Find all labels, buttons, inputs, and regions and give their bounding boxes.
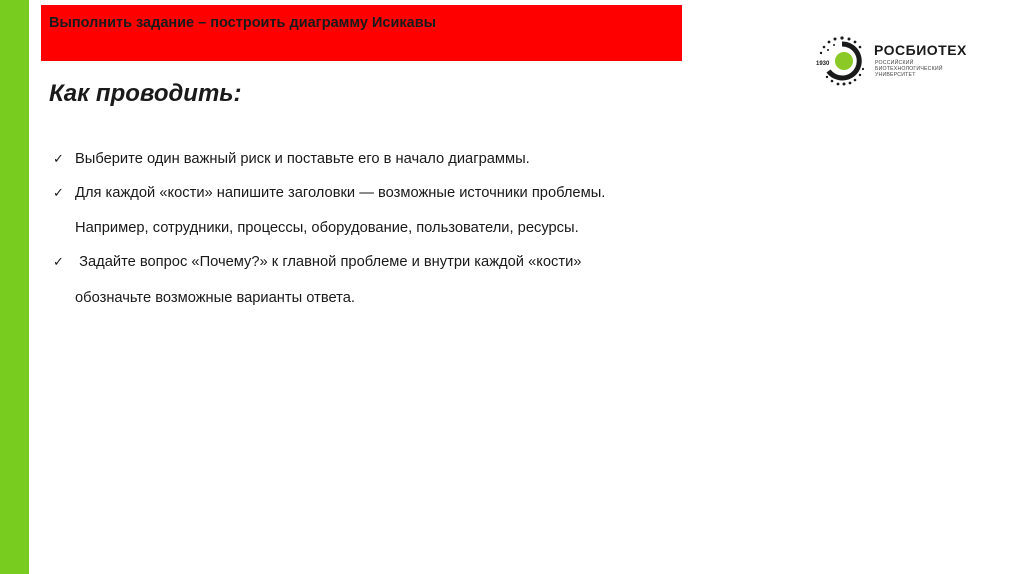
logo-subtitle-line: БИОТЕХНОЛОГИЧЕСКИЙ (875, 66, 943, 72)
checkmark-icon: ✓ (53, 186, 64, 201)
list-item-text-continued: Например, сотрудники, процессы, оборудование, пользователи, ресурсы. (75, 220, 579, 236)
section-heading: Как проводить: (49, 80, 242, 107)
list-item-text-continued: обозначьте возможные варианты ответа. (75, 290, 355, 306)
university-logo (814, 33, 989, 89)
logo-subtitle-line: УНИВЕРСИТЕТ (875, 72, 916, 78)
svg-text:1930: 1930 (816, 61, 830, 67)
logo-name: РОСБИОТЕХ (874, 42, 967, 58)
checkmark-icon: ✓ (53, 152, 64, 167)
list-item-text: Для каждой «кости» напишите заголовки — возможные источники проблемы. (75, 185, 606, 201)
logo-subtitle (875, 60, 943, 78)
list-item-text: Задайте вопрос «Почему?» к главной проблеме и внутри каждой «кости» (75, 254, 582, 270)
checkmark-icon: ✓ (53, 255, 64, 270)
list-item-text: Выберите один важный риск и поставьте его в начало диаграммы. (75, 151, 530, 167)
left-accent-bar (0, 0, 29, 574)
logo-mark-icon (814, 33, 870, 89)
logo-subtitle-line: РОССИЙСКИЙ (875, 60, 914, 66)
banner-title: Выполнить задание – построить диаграмму Исикавы (49, 15, 437, 31)
title-banner (41, 5, 682, 61)
